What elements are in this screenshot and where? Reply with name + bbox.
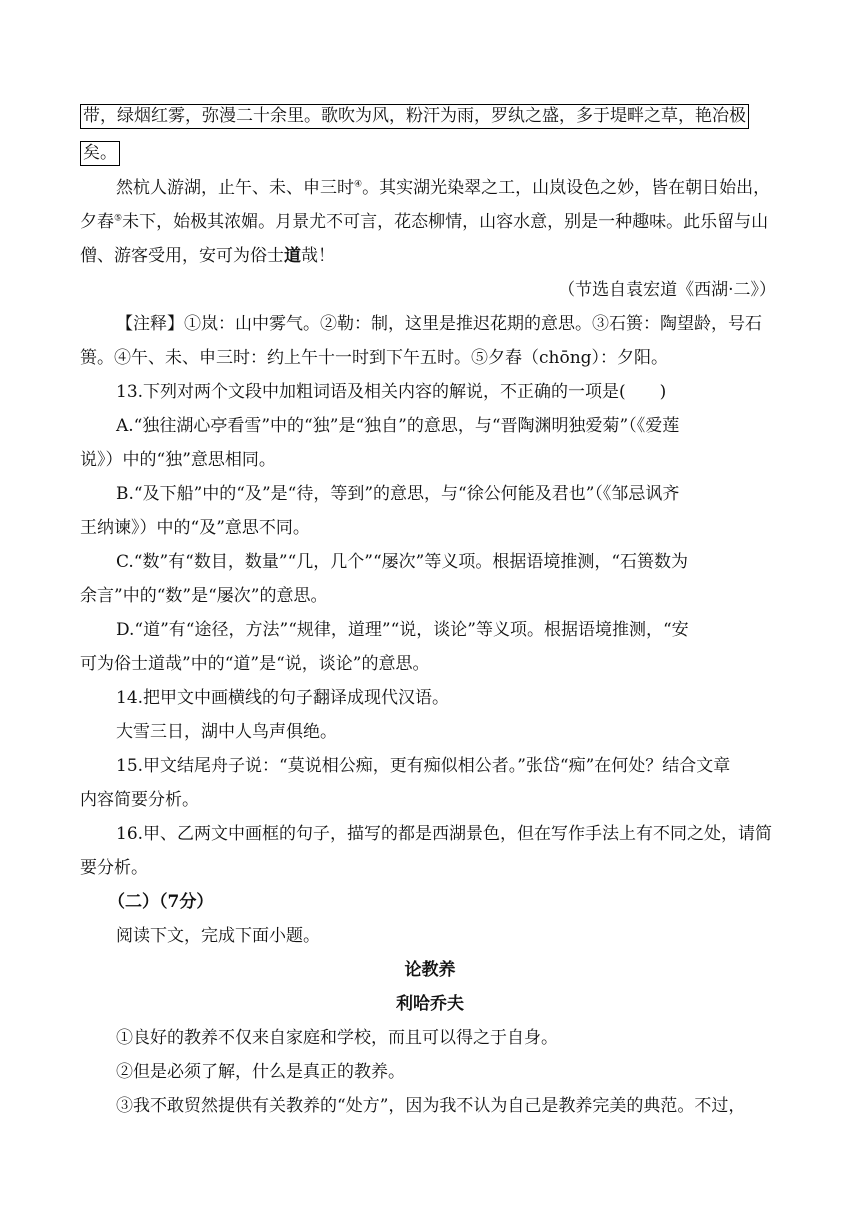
q13-option-b-line-2: 王纳谏》）中的“及”意思不同。 [80,518,310,538]
q13-option-a-line-1: A.“独往湖心亭看雪”中的“独”是“独自”的意思，与“晋陶渊明独爱菊”（《爱莲 [116,416,680,436]
notes-line-1: 【注释】①岚：山中雾气。②勒：制，这里是推迟花期的意思。③石篑：陶望龄，号石 [116,314,762,334]
section-2-instruction: 阅读下文，完成下面小题。 [116,926,320,946]
boxed-sentence-part-2: 矣。 [80,141,120,166]
paragraph2-line-2: 夕舂⑤未下，始极其浓媚。月景尤不可言，花态柳情，山容水意，别是一种趣味。此乐留与山 [80,212,769,232]
q13-option-c-line-1: C.“数”有“数目，数量”“几，几个”“屡次”等义项。根据语境推测，“石篑数为 [116,552,689,572]
q13-option-b-line-1: B.“及下船”中的“及”是“待，等到”的意思，与“徐公何能及君也”（《邹忌讽齐 [116,484,680,504]
boxed-sentence-part-1: 带，绿烟红雾，弥漫二十余里。歌吹为风，粉汗为雨，罗纨之盛，多于堤畔之草，艳冶极 [80,104,749,129]
passage-boxed-line-1 [80,104,749,128]
source-citation: （节选自袁宏道《西湖·二》） [558,280,776,300]
essay-author: 利哈乔夫 [396,994,464,1014]
question-14-stem: 14.把甲文中画横线的句子翻译成现代汉语。 [116,688,450,708]
question-15-line-2: 内容简要分析。 [80,790,199,810]
question-15-line-1: 15.甲文结尾舟子说：“莫说相公痴，更有痴似相公者。”张岱“痴”在何处？结合文章 [116,756,731,776]
footnote-marker-5: ⑤ [114,213,123,224]
paragraph2-line-1: 然杭人游湖，止午、未、申三时④。其实湖光染翠之工，山岚设色之妙，皆在朝日始出， [116,178,771,198]
essay-paragraph-2: ②但是必须了解，什么是真正的教养。 [116,1062,405,1082]
paragraph2-line-3: 僧、游客受用，安可为俗士道哉！ [80,246,335,266]
footnote-marker-4: ④ [354,179,363,190]
section-2-header: （二）（7分） [108,892,214,912]
question-13-stem: 13.下列对两个文段中加粗词语及相关内容的解说，不正确的一项是( ) [116,382,667,402]
question-16-line-1: 16.甲、乙两文中画框的句子，描写的都是西湖景色，但在写作手法上有不同之处，请简 [116,824,773,844]
essay-paragraph-1: ①良好的教养不仅来自家庭和学校，而且可以得之于自身。 [116,1028,558,1048]
essay-title: 论教养 [404,960,456,980]
notes-line-2: 篑。④午、未、申三时：约上午十一时到下午五时。⑤夕舂（chōng）：夕阳。 [80,348,669,368]
question-14-sentence: 大雪三日，湖中人鸟声俱绝。 [116,722,337,742]
q13-option-a-line-2: 说》）中的“独”意思相同。 [80,450,276,470]
q13-option-d-line-2: 可为俗士道哉”中的“道”是“说，谈论”的意思。 [80,654,430,674]
q13-option-d-line-1: D.“道”有“途径，方法”“规律，道理”“说，谈论”等义项。根据语境推测，“安 [116,620,689,640]
q13-option-c-line-2: 余言”中的“数”是“屡次”的意思。 [80,586,328,606]
essay-paragraph-3: ③我不敢贸然提供有关教养的“处方”，因为我不认为自己是教养完美的典范。不过， [116,1096,746,1116]
passage-boxed-line-2 [80,141,120,165]
question-16-line-2: 要分析。 [80,858,148,878]
bold-word-dao: 道 [284,246,301,266]
